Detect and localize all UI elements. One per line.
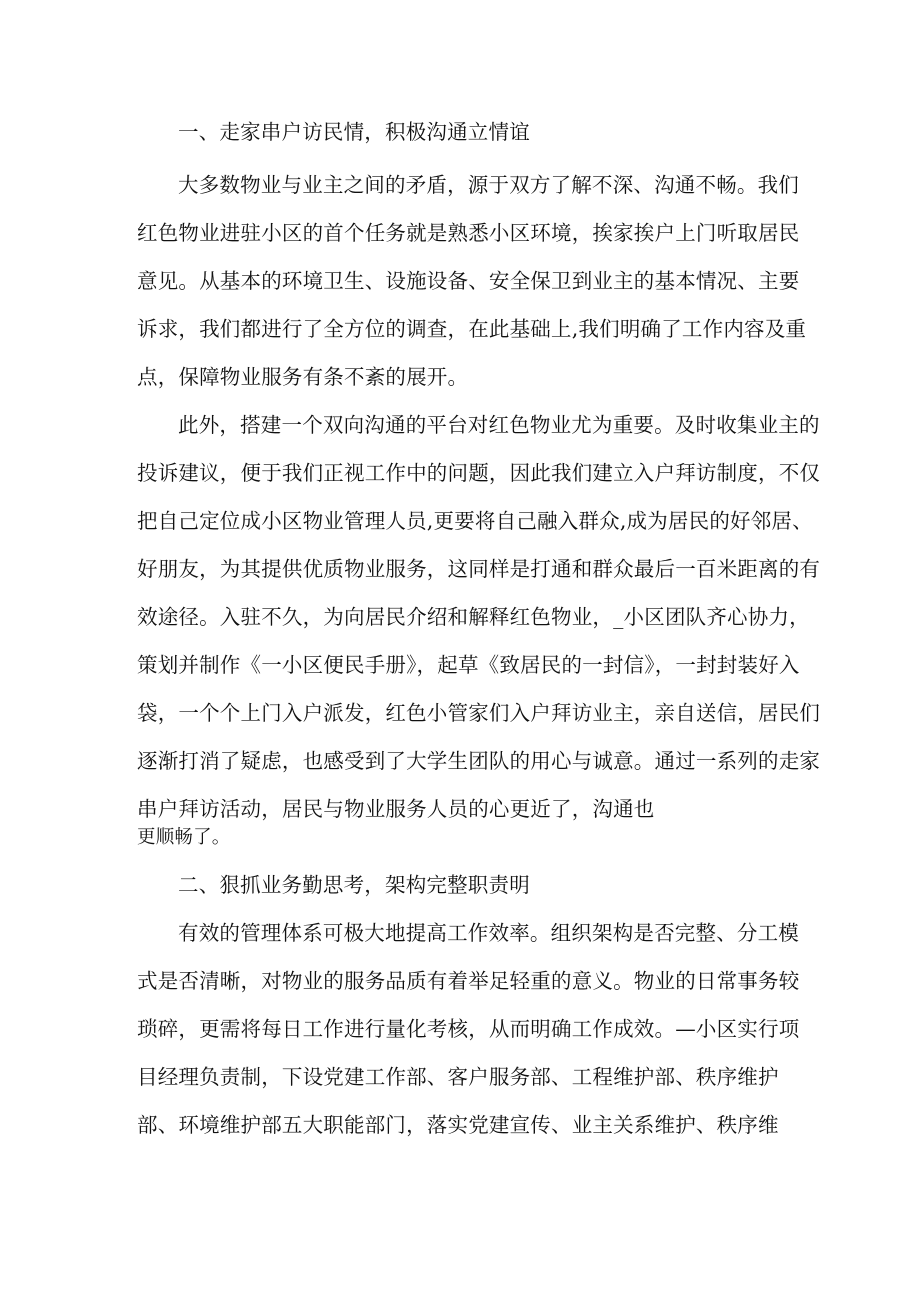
text-line: 琐碎，更需将每日工作进行量化考核，从而明确工作成效。—小区实行项 xyxy=(137,1017,800,1041)
text-line: 大多数物业与业主之间的矛盾，源于双方了解不深、沟通不畅。我们 xyxy=(178,173,799,197)
section-1-heading: 一、走家串户访民情，积极沟通立情谊 xyxy=(178,120,530,144)
text-line: 有效的管理体系可极大地提高工作效率。组织架构是否完整、分工模 xyxy=(178,921,799,945)
text-line: 效途径。入驻不久，为向居民介绍和解释红色物业，_小区团队齐心协力， xyxy=(137,605,810,629)
text-line: 把自己定位成小区物业管理人员,更要将自己融入群众,成为居民的好邻居、 xyxy=(137,509,813,533)
text-line: 点，保障物业服务有条不紊的展开。 xyxy=(137,365,469,389)
text-line: 更顺畅了。 xyxy=(137,827,231,848)
text-line: 投诉建议，便于我们正视工作中的问题，因此我们建立入户拜访制度，不仅 xyxy=(137,461,821,485)
text-line: 部、环境维护部五大职能部门，落实党建宣传、业主关系维护、秩序维 xyxy=(137,1113,779,1137)
text-line: 策划并制作《一小区便民手册》，起草《致居民的一封信》，一封封装好入 xyxy=(137,653,800,677)
text-line: 诉求，我们都进行了全方位的调查，在此基础上,我们明确了工作内容及重 xyxy=(137,317,807,341)
text-line: 红色物业进驻小区的首个任务就是熟悉小区环境，挨家挨户上门听取居民 xyxy=(137,221,800,245)
text-line: 袋，一个个上门入户派发，红色小管家们入户拜访业主，亲自送信，居民们 xyxy=(137,701,821,725)
text-line: 目经理负责制，下设党建工作部、客户服务部、工程维护部、秩序维护 xyxy=(137,1065,779,1089)
text-line: 此外，搭建一个双向沟通的平台对红色物业尤为重要。及时收集业主的 xyxy=(178,413,820,437)
text-line: 逐渐打消了疑虑，也感受到了大学生团队的用心与诚意。通过一系列的走家 xyxy=(137,749,821,773)
text-line: 好朋友，为其提供优质物业服务，这同样是打通和群众最后一百米距离的有 xyxy=(137,557,821,581)
section-2-heading: 二、狠抓业务勤思考，架构完整职责明 xyxy=(178,873,530,897)
text-line: 串户拜访活动，居民与物业服务人员的心更近了，沟通也 xyxy=(137,797,655,821)
text-line: 意见。从基本的环境卫生、设施设备、安全保卫到业主的基本情况、主要 xyxy=(137,269,800,293)
text-line: 式是否清晰，对物业的服务品质有着举足轻重的意义。物业的日常事务较 xyxy=(137,969,800,993)
